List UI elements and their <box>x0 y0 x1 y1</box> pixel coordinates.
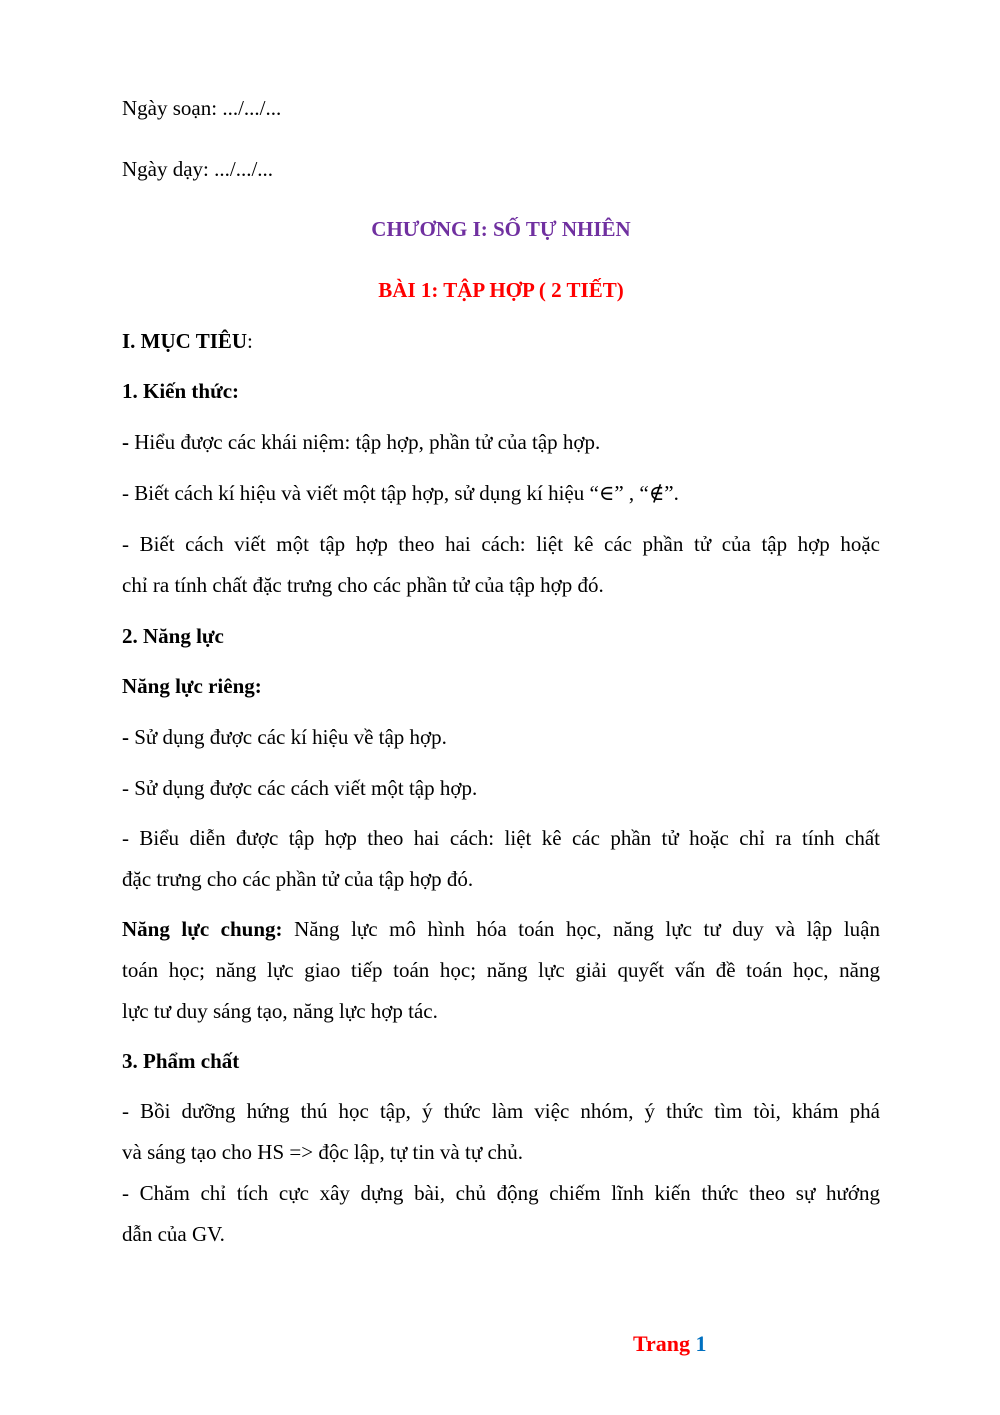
knowledge-item-3-line-2: chỉ ra tính chất đặc trưng cho các phần tử của tập hợp đó. <box>122 573 604 597</box>
knowledge-item-1-dash: - <box>122 430 129 454</box>
qualities-item-1-line-1: - Bồi dưỡng hứng thú học tập, ý thức làm việc nhóm, ý thức tìm tòi, khám phá <box>122 1099 880 1123</box>
qualities-item-2-line-1: - Chăm chỉ tích cực xây dựng bài, chủ động chiếm lĩnh kiến thức theo sự hướng <box>122 1181 880 1205</box>
lesson-title: BÀI 1: TẬP HỢP ( 2 TIẾT) <box>378 278 624 302</box>
competence-item-3-line-1: - Biểu diễn được tập hợp theo hai cách: liệt kê các phần tử hoặc chỉ ra tính chất <box>122 826 880 850</box>
general-competence-line-1 <box>122 909 880 950</box>
general-competence-label: Năng lực chung: <box>122 917 283 941</box>
knowledge-item-1 <box>122 432 600 453</box>
qualities-heading: 3. Phẩm chất <box>122 1049 240 1073</box>
competence-item-1-dash: - <box>122 725 129 749</box>
general-competence-text-1: Năng lực mô hình hóa toán học, năng lực tư duy và lập luận <box>282 917 880 941</box>
chapter-title: CHƯƠNG I: SỐ TỰ NHIÊN <box>371 217 631 241</box>
general-competence-line-2: toán học; năng lực giao tiếp toán học; năng lực giải quyết vấn đề toán học, năng <box>122 958 880 982</box>
page-footer <box>633 1333 707 1355</box>
date-prepared: Ngày soạn: .../.../... <box>122 96 282 120</box>
knowledge-item-2: - Biết cách kí hiệu và viết một tập hợp, sử dụng kí hiệu “∈” , “∉”. <box>122 481 679 505</box>
competence-heading: 2. Năng lực <box>122 624 224 648</box>
objectives-heading-colon: : <box>247 329 253 353</box>
knowledge-item-1-text: Hiểu được các khái niệm: tập hợp, phần tử của tập hợp. <box>129 430 601 454</box>
knowledge-heading: 1. Kiến thức: <box>122 379 240 403</box>
footer-label: Trang <box>633 1331 691 1356</box>
footer-page-number: 1 <box>695 1331 707 1356</box>
objectives-heading <box>122 331 253 352</box>
competence-item-1 <box>122 727 447 748</box>
knowledge-item-3-line-1: - Biết cách viết một tập hợp theo hai cách: liệt kê các phần tử của tập hợp hoặc <box>122 532 880 556</box>
specific-competence-heading: Năng lực riêng: <box>122 674 262 698</box>
objectives-heading-bold: I. MỤC TIÊU <box>122 329 248 353</box>
date-taught: Ngày dạy: .../.../... <box>122 157 274 181</box>
general-competence-line-3: lực tư duy sáng tạo, năng lực hợp tác. <box>122 999 438 1023</box>
competence-item-3-line-2: đặc trưng cho các phần tử của tập hợp đó. <box>122 867 474 891</box>
competence-item-1-text: Sử dụng được các kí hiệu về tập hợp. <box>129 725 447 749</box>
competence-item-2: - Sử dụng được các cách viết một tập hợp. <box>122 776 478 800</box>
qualities-item-2-line-2: dẫn của GV. <box>122 1222 225 1246</box>
qualities-item-1-line-2: và sáng tạo cho HS => độc lập, tự tin và tự chủ. <box>122 1140 524 1164</box>
